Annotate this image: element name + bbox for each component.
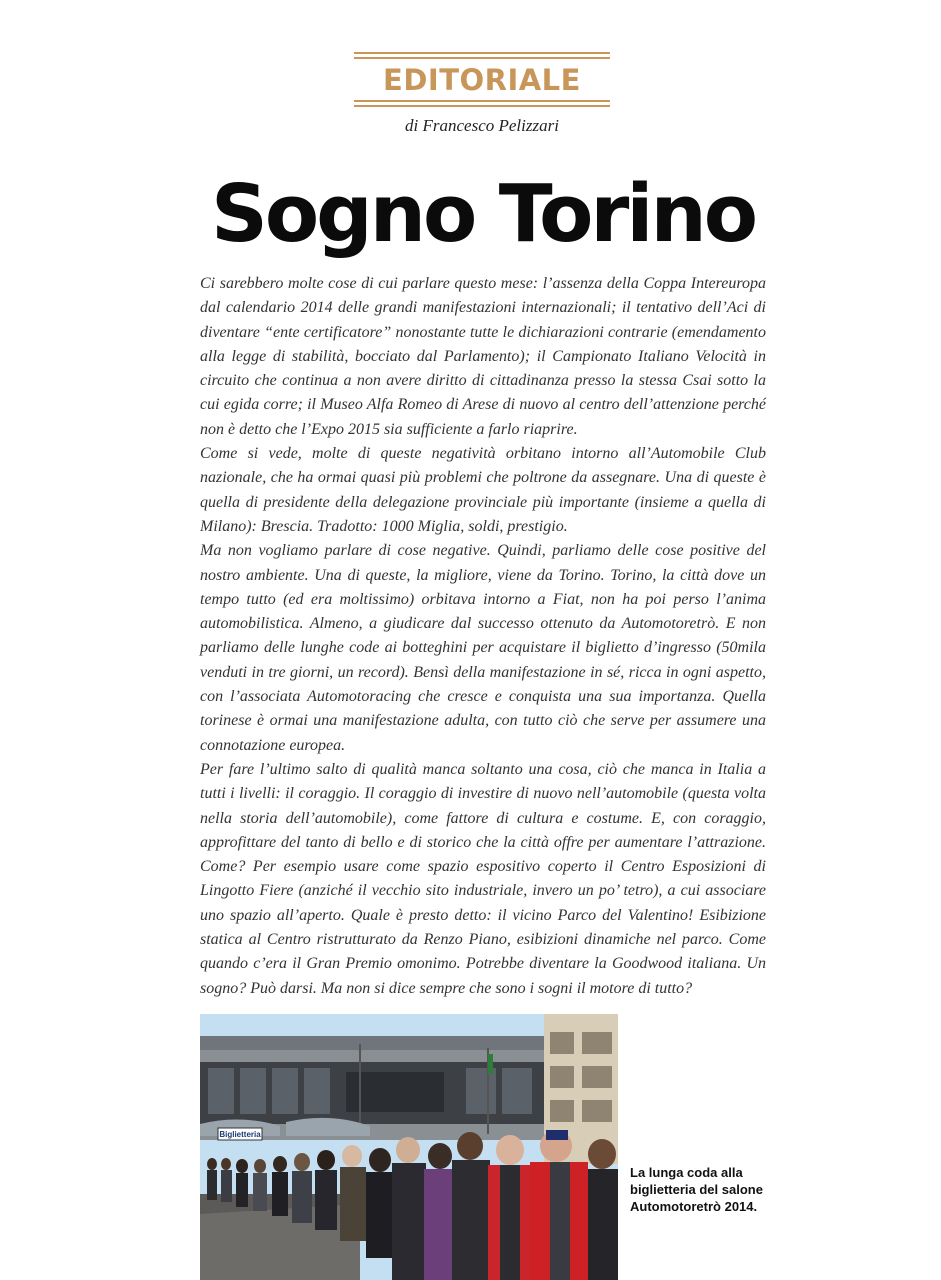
masthead-rule-top-inner	[354, 57, 610, 59]
paragraph: Come si vede, molte di queste negatività orbitano intorno all’Automobile Club nazionale, che ha ormai quasi più problemi che poltrone da assegnare. Una di queste è quella di presidente della delegazione provinciale più importante (insieme a quella di Milano): Brescia. Tradotto: 1000 Miglia, soldi, prestigio.	[200, 445, 766, 535]
masthead-rule-top	[354, 52, 610, 54]
masthead-rule-bottom-inner	[354, 100, 610, 102]
article-body	[200, 272, 766, 1001]
article-headline: Sogno Torino	[211, 168, 755, 260]
photo-sign: Biglietteria	[219, 1130, 261, 1139]
byline: di Francesco Pelizzari	[405, 116, 559, 135]
paragraph: Per fare l’ultimo salto di qualità manca soltanto una cosa, ciò che manca in Italia a tutti i livelli: il coraggio. Il coraggio di investire di nuovo nell’automobile (questa volta nella storia dell’automobile), come fattore di cultura e costume. E, con coraggio, approfittare del tanto di bello e di storico che la città offre per aumentare l’attrazione. Come? Per esempio usare come spazio espositivo coperto il Centro Esposizioni di Lingotto Fiere (anziché il vecchio sito industriale, invero un po’ tetro), a cui associare uno spazio all’aperto. Quale è presto detto: il vicino Parco del Valentino! Esibizione statica al Centro ristrutturato da Renzo Piano, esibizioni dinamiche nel parco. Come quando c’era il Gran Premio omonimo. Potrebbe diventare la Goodwood italiana. Un sogno? Può darsi. Ma non si dice sempre che sono i sogni il motore di tutto?	[200, 760, 766, 997]
section-title: EDITORIALE	[383, 63, 581, 97]
queue-photo	[200, 1014, 618, 1280]
paragraph: Ma non vogliamo parlare di cose negative. Quindi, parliamo delle cose positive del nostro ambiente. Una di queste, la migliore, viene da Torino. Torino, la città dove un tempo tutto (ed era moltissimo) orbitava intorno a Fiat, non ha poi perso l’anima automobilistica. Almeno, a giudicare dal successo ottenuto da Automotoretrò. E non parliamo delle lunghe code ai botteghini per acquistare il biglietto d’ingresso (50mila venduti in tre giorni, un record). Bensì della manifestazione in sé, ricca in ogni aspetto, con l’associata Automotoracing che cresce e conquista una sua importanza. Quella torinese è ormai una manifestazione adulta, con tutto ciò che serve per assumere una connotazione europea.	[200, 542, 766, 754]
masthead	[354, 52, 610, 110]
masthead-rule-bottom	[354, 105, 610, 107]
photo-caption: La lunga coda alla biglietteria del salone Automotoretrò 2014.	[630, 1165, 763, 1214]
paragraph: Ci sarebbero molte cose di cui parlare questo mese: l’assenza della Coppa Intereuropa dal calendario 2014 delle grandi manifestazioni internazionali; il tentativo dell’Aci di diventare “ente certificatore” nonostante tutte le dichiarazioni contrarie (emendamento alla legge di stabilità, bocciato dal Parlamento); il Campionato Italiano Velocità in circuito che continua a non avere diritto di cittadinanza presso la stessa Csai sotto la cui egida corre; il Museo Alfa Romeo di Arese di nuovo al centro dell’attenzione perché non è detto che l’Expo 2015 sia sufficiente a farlo riaprire.	[200, 275, 766, 438]
queue-photo-illustration	[200, 1014, 618, 1280]
